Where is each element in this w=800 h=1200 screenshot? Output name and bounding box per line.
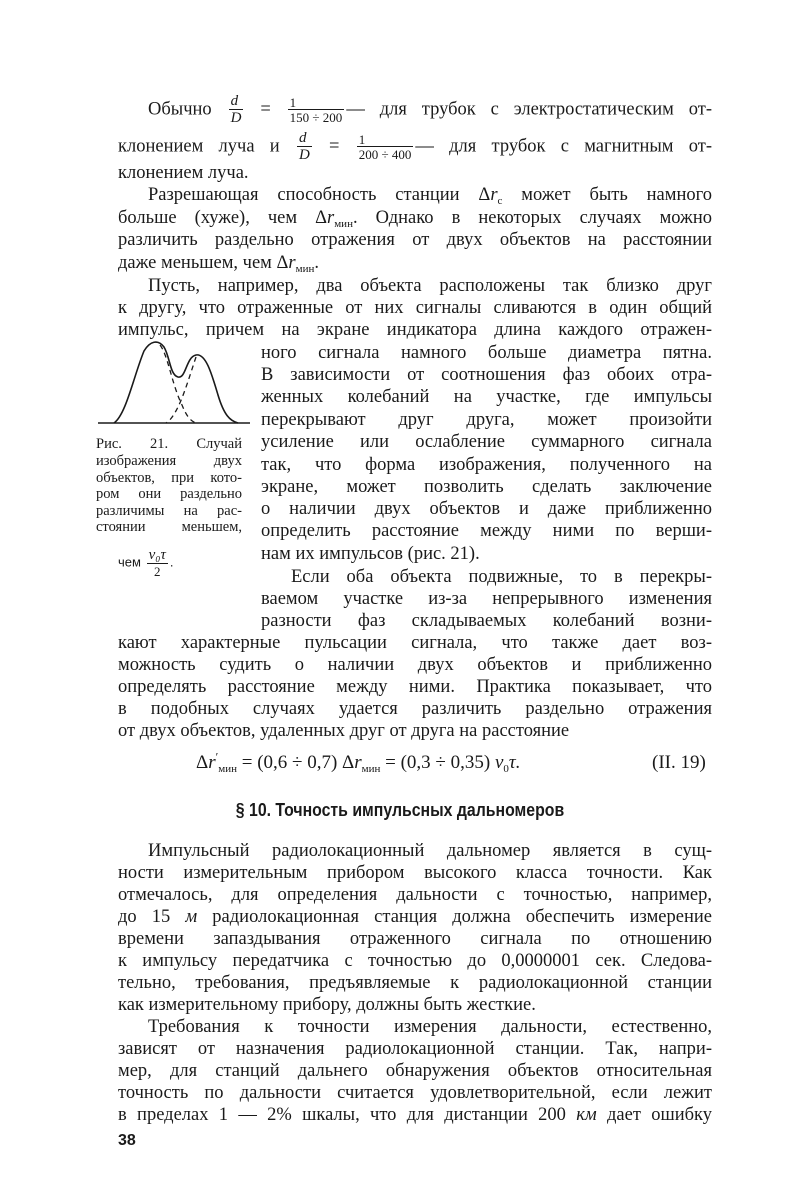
figure-21-pulse-diagram xyxy=(96,335,252,427)
text-line: к другу, что отраженные от них сигналы сливаются в один общий xyxy=(118,298,712,318)
text-line xyxy=(118,207,712,229)
text-line: ваемом участке из-за непрерывного изменения xyxy=(261,589,712,609)
text-span: = (0,3 ÷ 0,35) xyxy=(380,752,495,773)
text-line: отмечалось, для определения дальности с точностью, например, xyxy=(118,885,712,905)
text-line: Пусть, например, два объекта расположены так близко друг xyxy=(148,276,712,296)
text-span: Разрешающая способность станции Δ xyxy=(148,185,491,205)
text-line: импульс, причем на экране индикатора длина каждого отражен- xyxy=(118,320,712,340)
text-line: клонением луча. xyxy=(118,163,249,183)
text-line: можность судить о наличии двух объектов и приближенно xyxy=(118,655,712,675)
text-span: даже меньшем, чем Δ xyxy=(118,253,289,273)
unit-meters: м xyxy=(185,907,198,927)
frac-den: 150 ÷ 200 xyxy=(289,110,343,125)
text-line: к импульсу передатчика с точностью до 0,0000001 сек. Следова- xyxy=(118,951,712,971)
frac-den: 200 ÷ 400 xyxy=(358,147,412,162)
text-span: чем xyxy=(118,554,141,570)
text-line: точность по дальности считается удовлетворительной, если лежит xyxy=(118,1083,712,1103)
text-span: дает ошибку xyxy=(596,1105,712,1125)
frac-den: D xyxy=(298,147,310,163)
text-line: тельно, требования, предъявляемые к радиолокационной станции xyxy=(118,973,712,993)
frac-num: v₀τ xyxy=(148,547,166,563)
text-line: В зависимости от соотношения фаз обоих отра- xyxy=(261,365,712,385)
equation-number: (II. 19) xyxy=(652,752,706,773)
text-span: до 15 xyxy=(118,907,186,927)
frac-num: 1 xyxy=(289,95,297,110)
text-line: различить раздельно отражения от двух объектов на расстоянии xyxy=(118,230,712,250)
equals-sign: = xyxy=(329,136,340,157)
variable-tau: τ. xyxy=(508,752,521,773)
text-line: женных колебаний на участке, где импульсы xyxy=(261,387,712,407)
variable-r: r xyxy=(490,185,498,205)
unit-kilometers: км xyxy=(576,1105,597,1125)
variable-r: r xyxy=(354,752,362,773)
text-line: разности фаз складываемых колебаний возни- xyxy=(261,611,712,631)
text-span: . xyxy=(314,253,319,273)
figure-caption-line: ром они раздельно xyxy=(96,486,242,502)
text-line: ности измерительным прибором высокого класса точности. Как xyxy=(118,863,712,883)
variable-r: r xyxy=(208,752,216,773)
text-span: больше (хуже), чем Δ xyxy=(118,208,328,228)
page-number: 38 xyxy=(118,1132,136,1149)
text-span: в пределах 1 — 2% шкалы, что для дистанции 200 xyxy=(118,1105,577,1125)
text-line: мер, для станций дальнего обнаружения объектов относительная xyxy=(118,1061,712,1081)
text-line xyxy=(118,1104,712,1126)
text-line: как измерительному прибору, должны быть жесткие. xyxy=(118,995,536,1015)
subscript: с xyxy=(497,195,503,207)
equals-sign: = xyxy=(260,99,271,120)
frac-den: D xyxy=(230,110,242,126)
subscript: 0 xyxy=(503,763,509,775)
figure-caption-line: стоянии меньшем, xyxy=(96,519,242,535)
text-span: Обычно xyxy=(148,99,212,120)
text-line: Если оба объекта подвижные, то в перекры- xyxy=(291,567,712,587)
frac-den: 2 xyxy=(147,563,168,578)
text-line: времени запаздывания отраженного сигнала по отношению xyxy=(118,929,712,949)
fraction-d-over-D xyxy=(229,94,244,126)
text-line: так, что форма изображения, полученного на xyxy=(261,455,712,475)
subscript: мин xyxy=(361,763,381,775)
text-line: определять расстояние между ними. Практика показывает, что xyxy=(118,677,712,697)
figure-caption-line: Рис. 21. Случай xyxy=(96,436,242,452)
text-line: о наличии двух объектов и даже приближенно xyxy=(261,499,712,519)
prime-mark: ′ xyxy=(215,749,219,764)
delta-symbol: Δ xyxy=(196,752,209,773)
subscript: мин xyxy=(218,763,237,775)
text-line: в подобных случаях удается различить раздельно отражения xyxy=(118,699,712,719)
figure-caption-formula xyxy=(118,548,173,578)
text-span: = (0,6 ÷ 0,7) Δ xyxy=(236,752,355,773)
text-line xyxy=(148,184,712,206)
frac-num: 1 xyxy=(358,132,366,147)
text-span: радиолокационная станция должна обеспечить измерение xyxy=(197,907,712,927)
text-line: перекрывают друг друга, может произойти xyxy=(261,410,712,430)
text-line: нам их импульсов (рис. 21). xyxy=(261,544,480,564)
equation-II-19 xyxy=(196,749,521,775)
text-line: кают характерные пульсации сигнала, что также дает воз- xyxy=(118,633,712,653)
text-span: — для трубок с магнитным от- xyxy=(415,136,713,157)
figure-caption-line: объектов, при кото- xyxy=(96,470,242,486)
text-span: — для трубок с электростатическим от- xyxy=(346,99,713,120)
text-line: ного сигнала намного больше диаметра пятна. xyxy=(261,343,712,363)
figure-caption-line: изображения двух xyxy=(96,453,242,469)
text-line: от двух объектов, удаленных друг от друга на расстояние xyxy=(118,721,570,741)
text-line: Импульсный радиолокационный дальномер является в сущ- xyxy=(148,841,712,861)
fraction-d-over-D xyxy=(297,131,312,163)
fraction-v0tau-over-2 xyxy=(147,548,168,578)
fraction-1-over-range xyxy=(288,96,345,124)
variable-r: r xyxy=(288,253,296,273)
subscript: мин xyxy=(295,263,315,275)
frac-num: d xyxy=(230,93,239,109)
text-line: определить расстояние между ними по верши- xyxy=(261,521,712,541)
text-line xyxy=(118,906,712,928)
text-line: усиление или ослабление суммарного сигнала xyxy=(261,432,712,452)
variable-r: r xyxy=(327,208,335,228)
text-span: . Однако в некоторых случаях можно xyxy=(352,208,712,228)
variable-v: v xyxy=(494,752,504,773)
text-span: клонением луча и xyxy=(118,136,280,157)
subscript: мин xyxy=(334,218,353,230)
text-span: может быть намного xyxy=(502,185,712,205)
fraction-1-over-range xyxy=(357,133,414,161)
text-line: Требования к точности измерения дальности, естественно, xyxy=(148,1017,712,1037)
text-line xyxy=(118,252,712,274)
figure-caption-line: различимы на рас- xyxy=(96,503,242,519)
first-pulse-dashed xyxy=(160,345,196,423)
text-span: . xyxy=(169,554,174,570)
text-line: зависят от назначения радиолокационной станции. Так, напри- xyxy=(118,1039,712,1059)
frac-num: d xyxy=(298,130,307,146)
section-heading: § 10. Точность импульсных дальномеров xyxy=(235,800,565,820)
text-line: экране, может позволить сделать заключение xyxy=(261,477,712,497)
